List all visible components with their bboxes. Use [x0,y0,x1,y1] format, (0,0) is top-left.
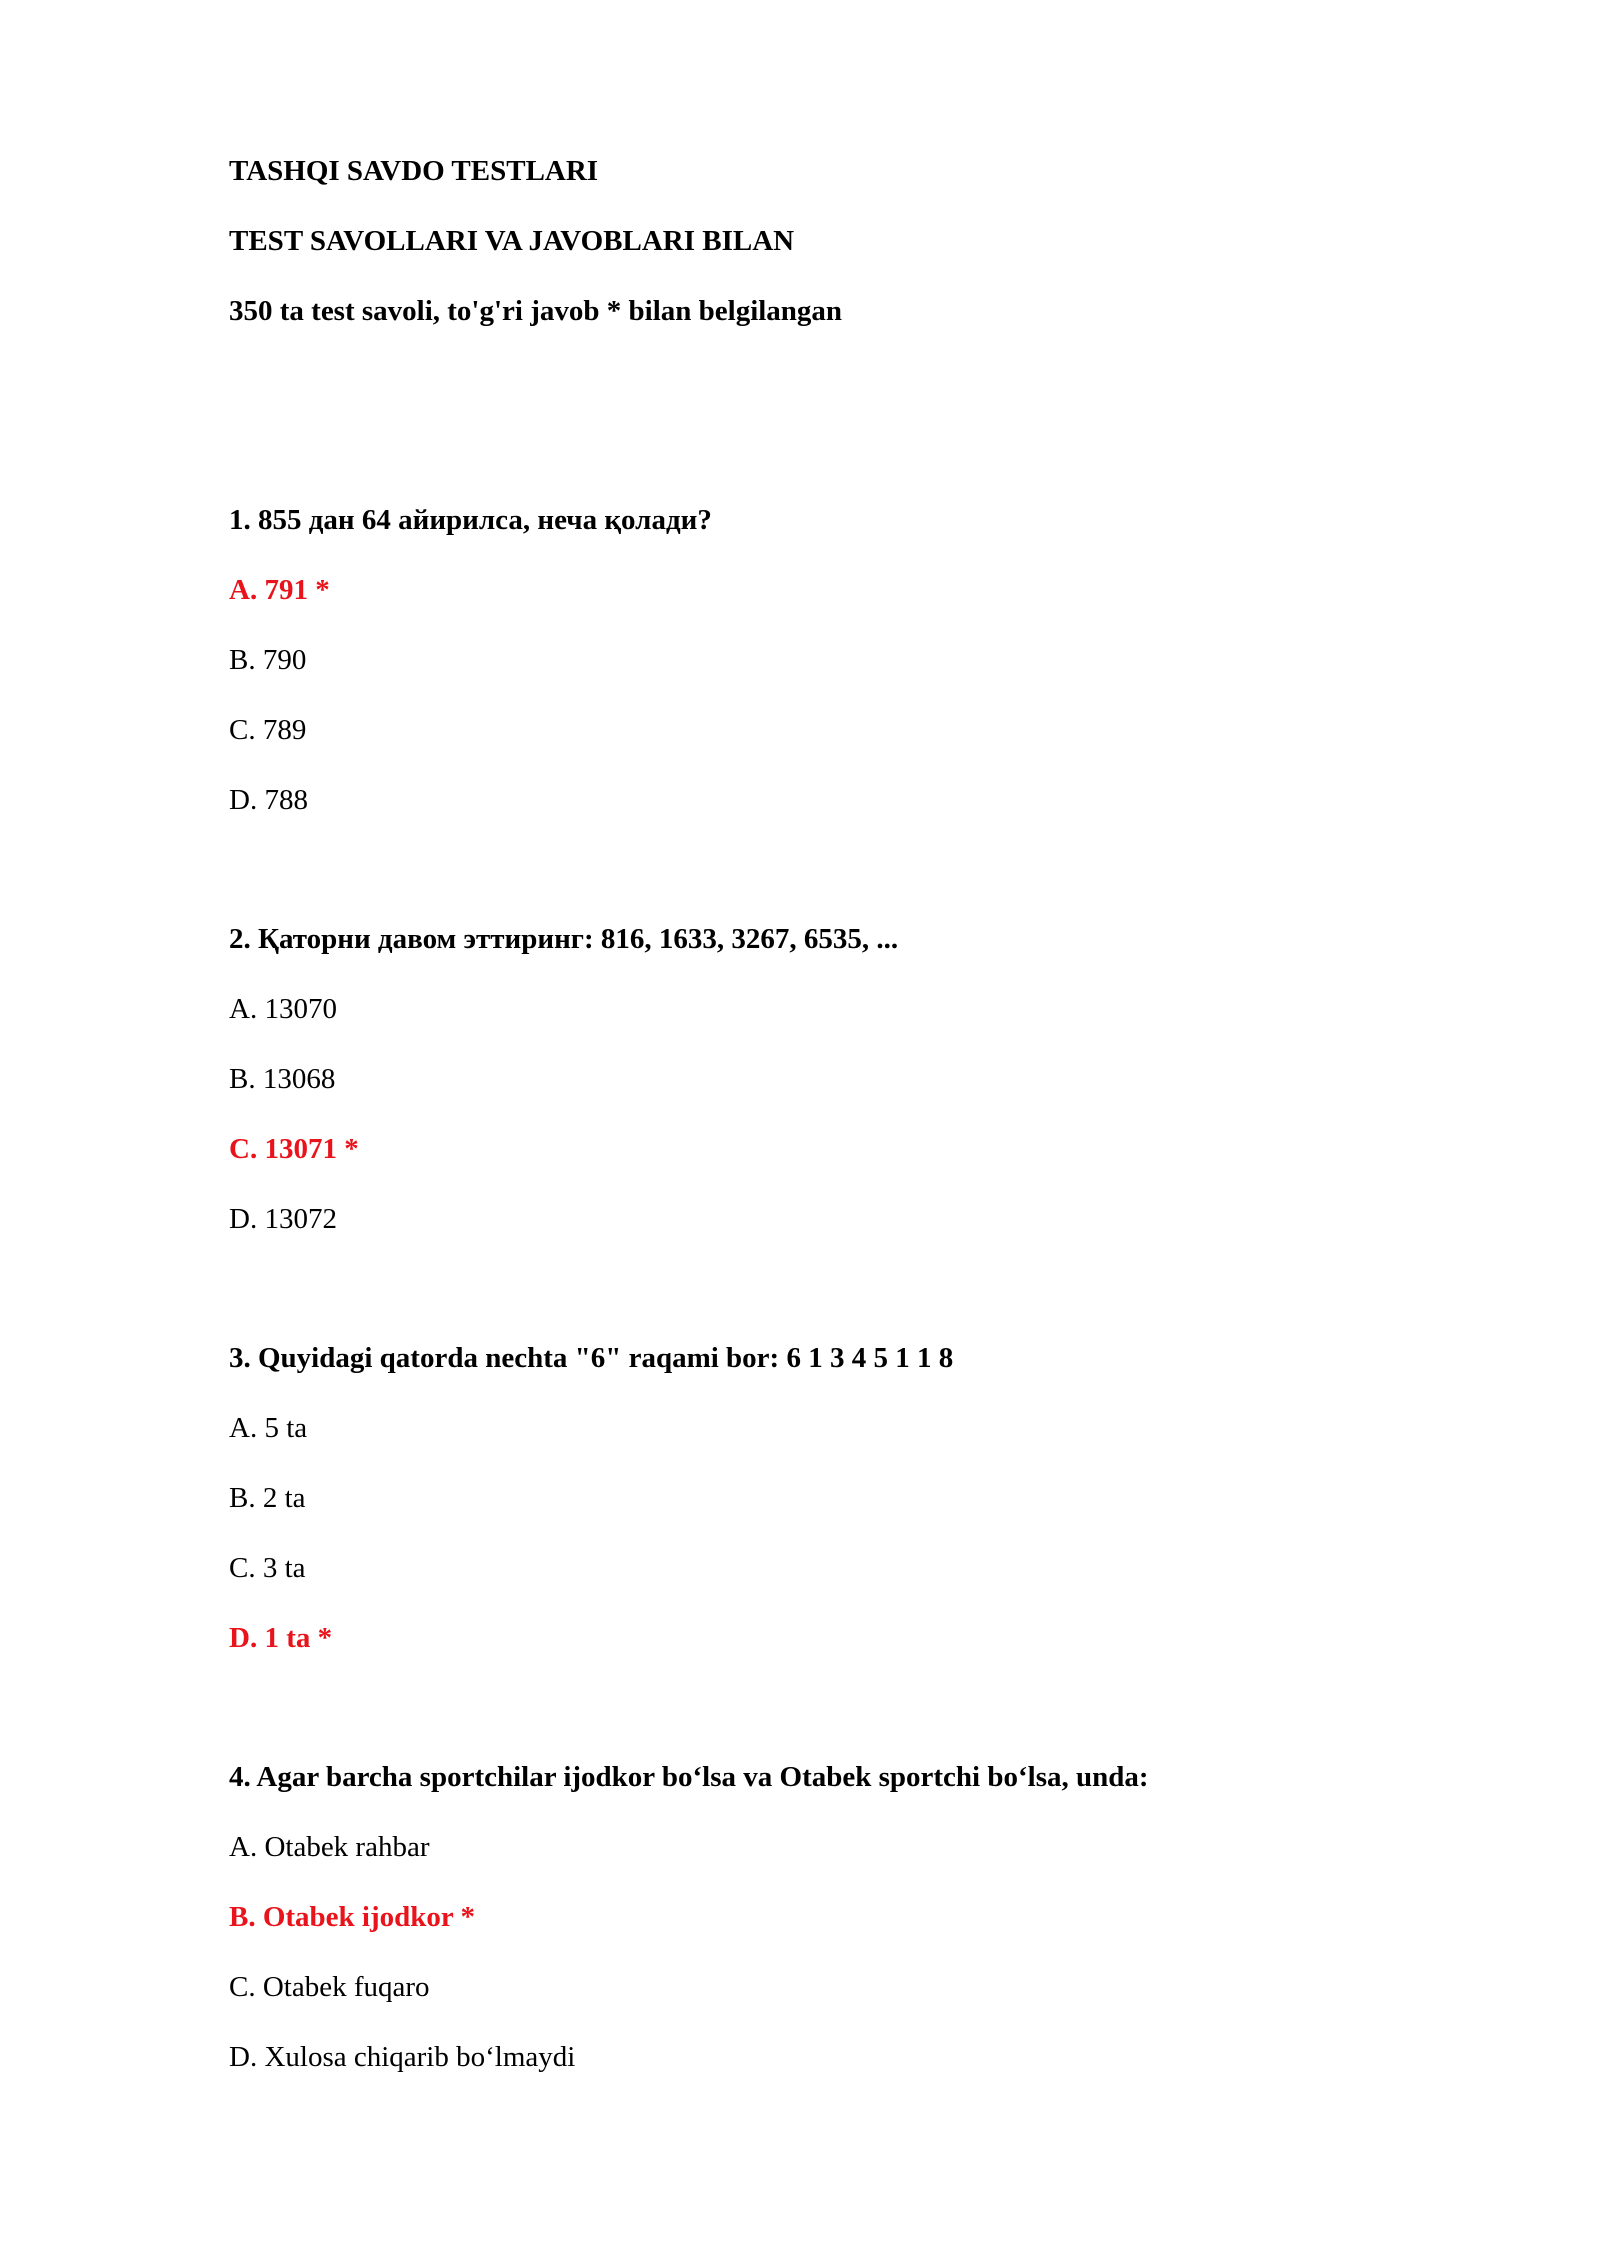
answer-option: D. Xulosa chiqarib bo‘lmaydi [229,2041,576,2073]
answer-option: A. 13070 [229,993,337,1025]
answer-option: D. 13072 [229,1203,337,1235]
answer-option: C. Otabek fuqaro [229,1971,430,2003]
answer-option: D. 788 [229,784,308,816]
document-note: 350 ta test savoli, to'g'ri javob * bilan belgilangan [229,295,843,327]
question-text: 3. Quyidagi qatorda nechta "6" raqami bor: 6 1 3 4 5 1 1 8 [229,1342,954,1374]
answer-option: A. 5 ta [229,1412,308,1444]
answer-option-correct: B. Otabek ijodkor * [229,1901,476,1933]
answer-option: B. 13068 [229,1063,336,1095]
answer-option: B. 2 ta [229,1482,306,1514]
answer-option: C. 789 [229,714,307,746]
document-title: TASHQI SAVDO TESTLARI [229,155,599,187]
question-text: 1. 855 дан 64 айирилса, неча қолади? [229,504,712,536]
answer-option: A. Otabek rahbar [229,1831,430,1863]
answer-option: B. 790 [229,644,307,676]
answer-option-correct: D. 1 ta * [229,1622,333,1654]
answer-option: C. 3 ta [229,1552,306,1584]
answer-option-correct: C. 13071 * [229,1133,359,1165]
question-text: 4. Agar barcha sportchilar ijodkor bo‘lsa va Otabek sportchi bo‘lsa, unda: [229,1761,1149,1793]
answer-option-correct: A. 791 * [229,574,330,606]
document-subtitle: TEST SAVOLLARI VA JAVOBLARI BILAN [229,225,795,257]
question-text: 2. Қаторни давом эттиринг: 816, 1633, 3267, 6535, ... [229,923,899,955]
